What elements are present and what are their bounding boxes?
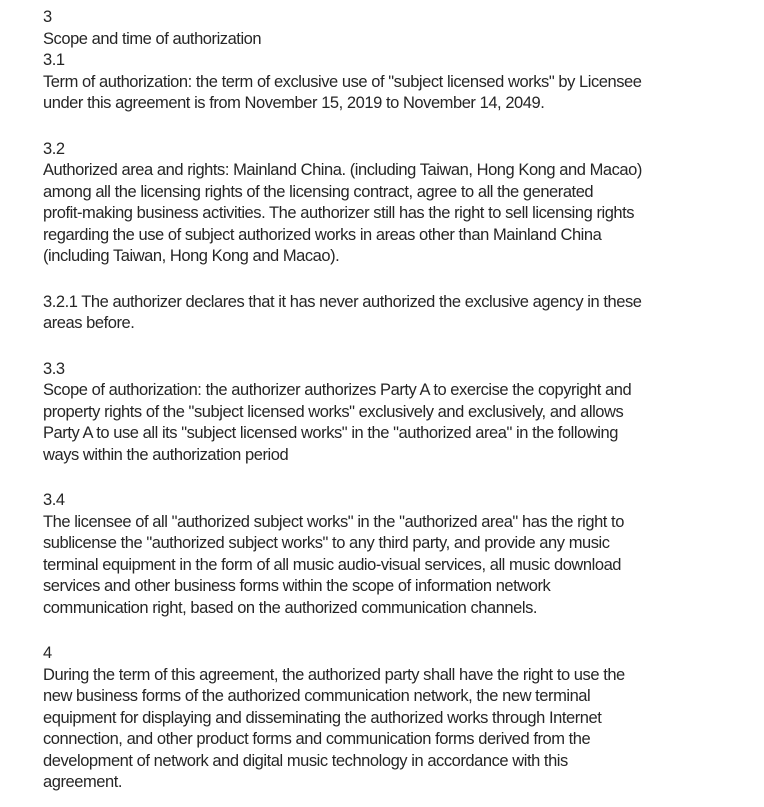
text-line: areas before. [43, 314, 135, 332]
text-line: 4 [43, 644, 52, 662]
text-line: profit-making business activities. The authorizer still has the right to sell licensing rights [43, 204, 635, 222]
text-line: ways within the authorization period [43, 445, 289, 464]
text-line: During the term of this agreement, the authorized party shall have the right to use the [43, 665, 625, 684]
text-line: Scope of authorization: the authorizer authorizes Party A to exercise the copyright and [43, 381, 632, 399]
text-line: under this agreement is from November 15, 2019 to November 14, 2049. [43, 94, 545, 112]
text-line: 3.3 [43, 359, 65, 378]
text-line: equipment for displaying and disseminating the authorized works through Internet [43, 708, 602, 727]
text-line: new business forms of the authorized communication network, the new terminal [43, 687, 591, 705]
text-line: Scope and time of authorization [43, 29, 262, 48]
text-line: 3.1 [43, 51, 65, 69]
text-line: terminal equipment in the form of all music audio-visual services, all music download [43, 555, 622, 574]
section-3-3 [43, 359, 734, 467]
document-body [43, 7, 734, 794]
text-line: (including Taiwan, Hong Kong and Macao). [43, 247, 340, 265]
text-line: communication right, based on the authorized communication channels. [43, 598, 538, 617]
text-line: among all the licensing rights of the licensing contract, agree to all the generated [43, 182, 594, 201]
text-line: Party A to use all its "subject licensed works" in the "authorized area" in the following [43, 424, 618, 442]
text-line: sublicense the "authorized subject works" to any third party, and provide any music [43, 534, 610, 552]
text-line: property rights of the "subject licensed works" exclusively and exclusively, and allows [43, 402, 624, 421]
section-3-and-3-1 [43, 7, 734, 115]
text-line: The licensee of all "authorized subject works" in the "authorized area" has the right to [43, 512, 624, 531]
text-line: 3.2.1 The authorizer declares that it has never authorized the exclusive agency in these [43, 292, 642, 311]
text-line: Authorized area and rights: Mainland China. (including Taiwan, Hong Kong and Macao) [43, 161, 642, 179]
text-line: services and other business forms within the scope of information network [43, 577, 551, 595]
section-3-2 [43, 139, 734, 268]
text-line: agreement. [43, 773, 122, 791]
text-line: Term of authorization: the term of exclusive use of "subject licensed works" by Licensee [43, 72, 642, 91]
text-line: 3.4 [43, 491, 65, 509]
text-line: development of network and digital music technology in accordance with this [43, 751, 568, 770]
text-line: 3 [43, 8, 52, 26]
section-3-4 [43, 490, 734, 619]
section-4 [43, 643, 734, 794]
text-line: 3.2 [43, 139, 65, 158]
section-3-2-1 [43, 292, 734, 335]
text-line: connection, and other product forms and communication forms derived from the [43, 730, 591, 748]
text-line: regarding the use of subject authorized works in areas other than Mainland China [43, 225, 602, 244]
